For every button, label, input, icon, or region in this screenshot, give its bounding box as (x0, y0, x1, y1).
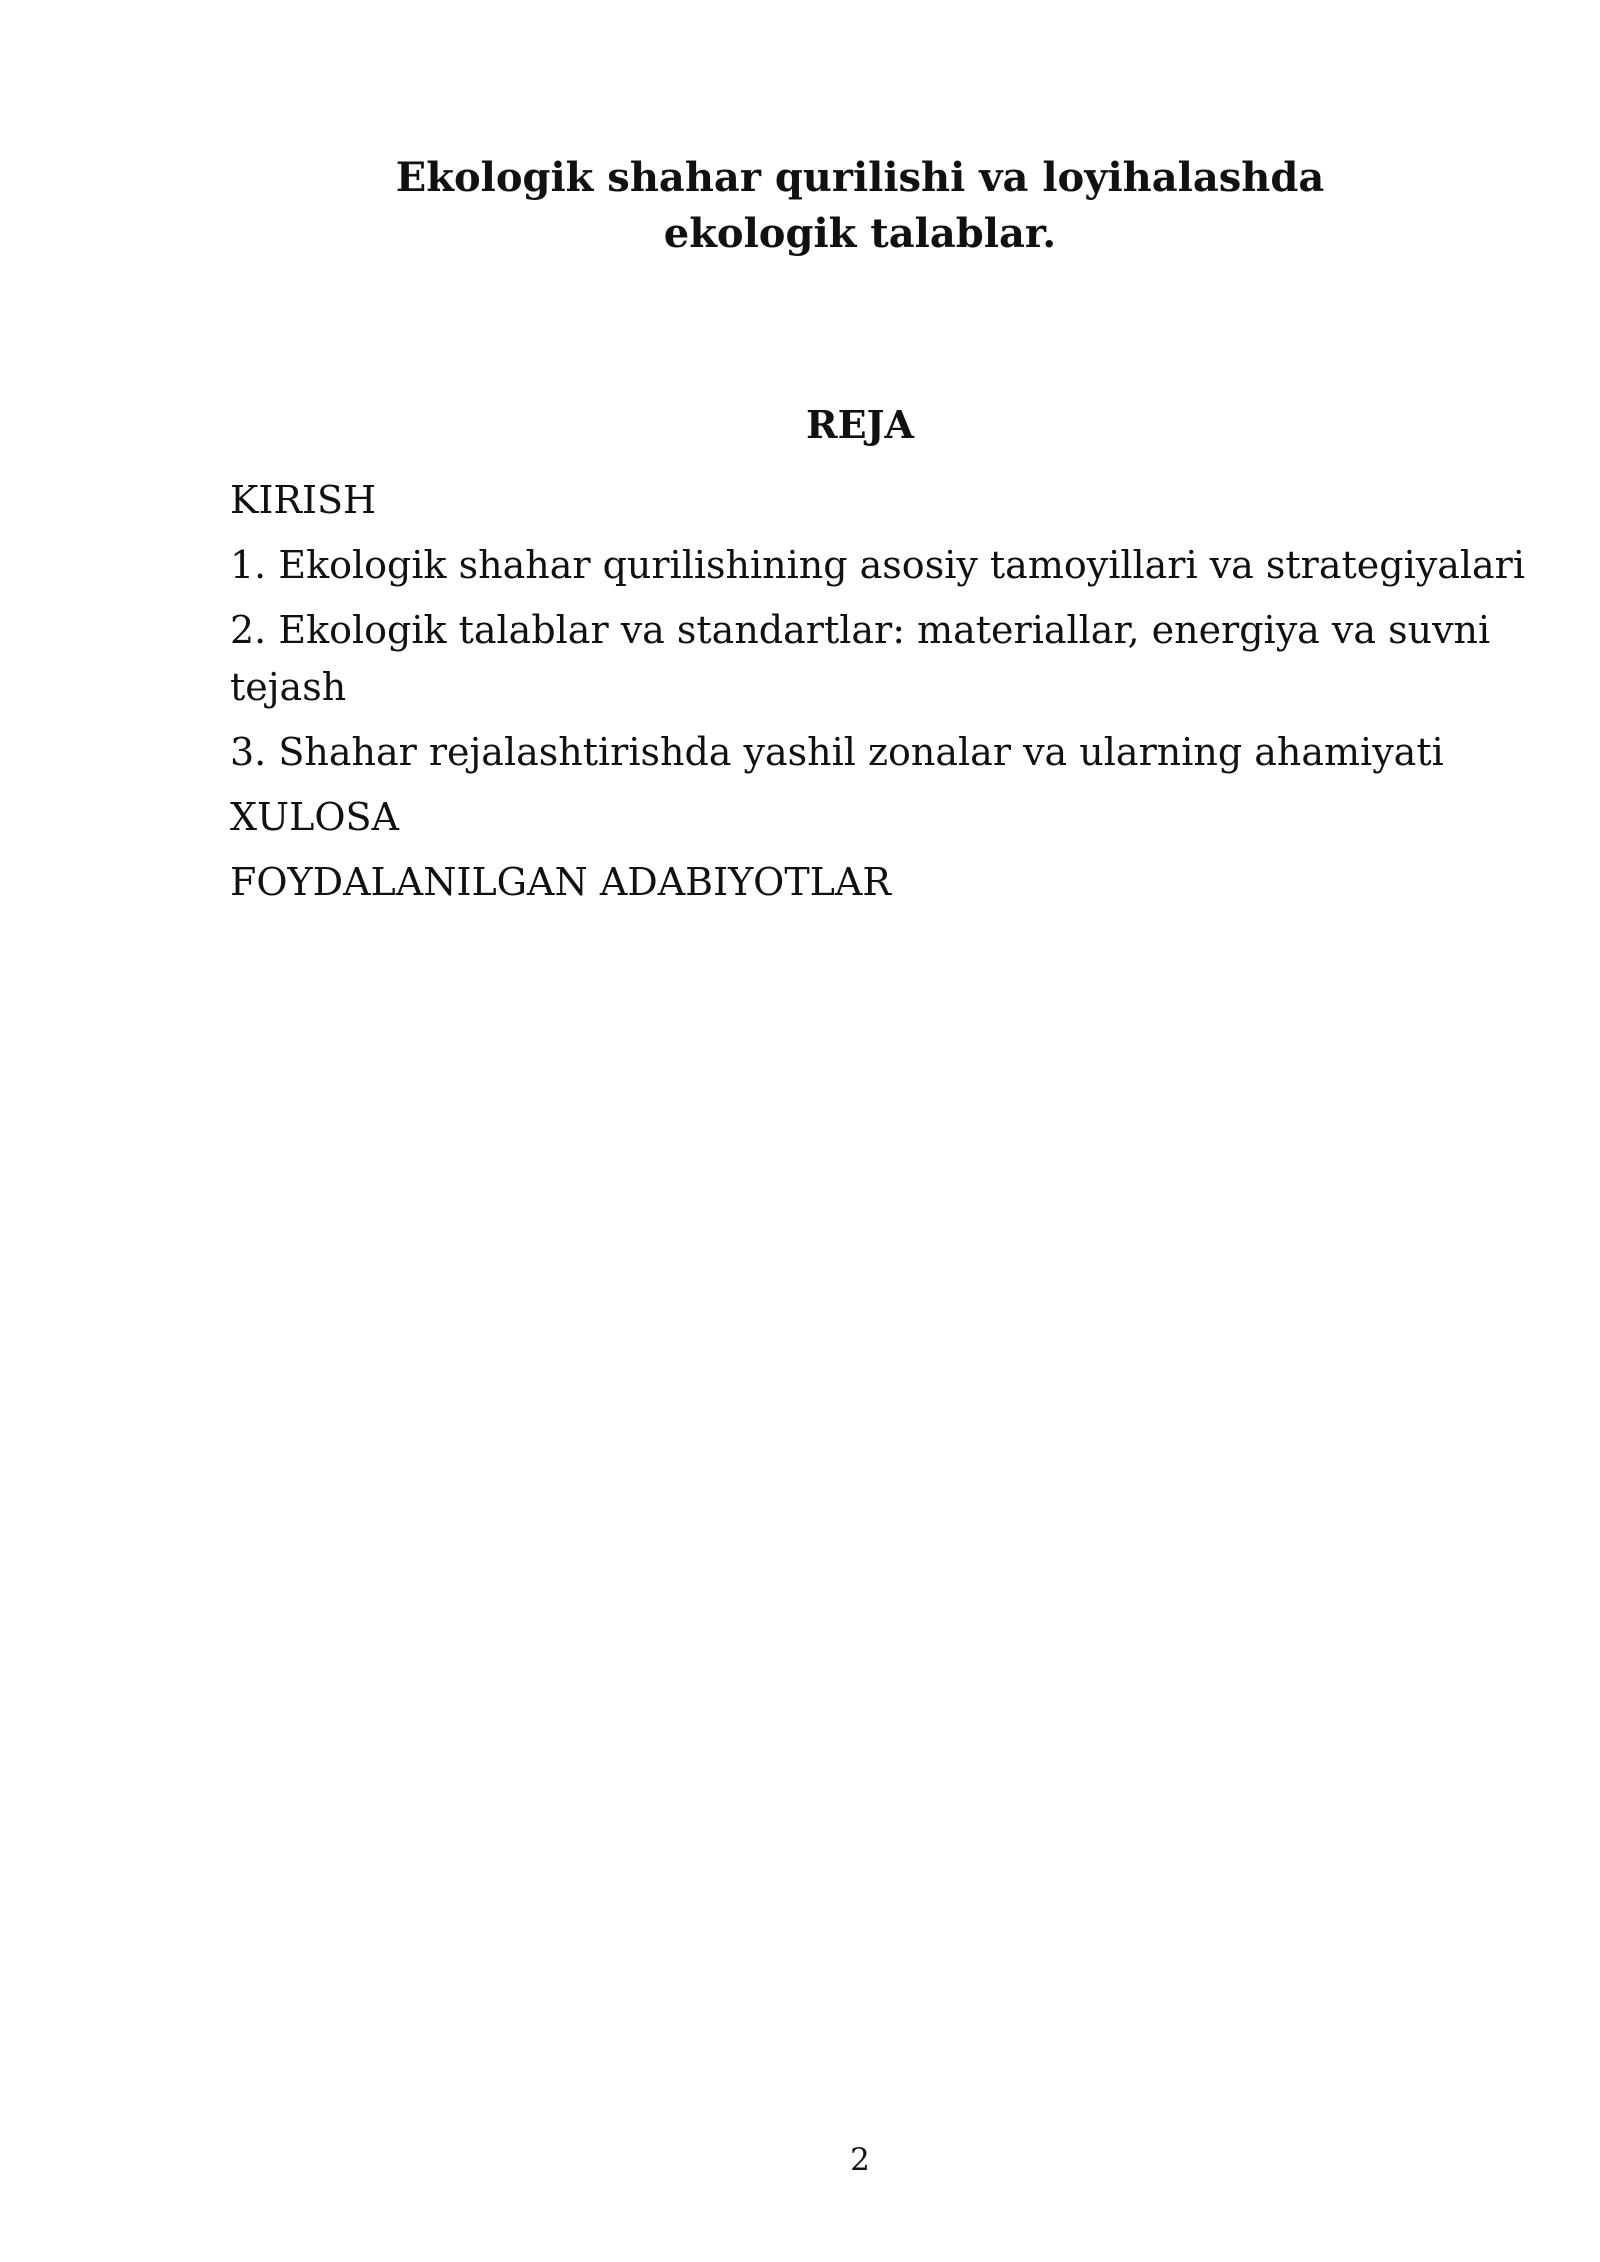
page-number: 2 (850, 2142, 870, 2178)
plan-heading: REJA (805, 402, 914, 447)
document-title: Ekologik shahar qurilishi va loyihalashda ekologik talablar. (395, 154, 1325, 257)
plan-item-conclusion: XULOSA (230, 795, 399, 839)
plan-item-1: 1. Ekologik shahar qurilishining asosiy tamoyillari va strategiyalari (230, 543, 1525, 587)
plan-item-3: 3. Shahar rejalashtirishda yashil zonalar va ularning ahamiyati (230, 730, 1444, 774)
plan-item-references: FOYDALANILGAN ADABIYOTLAR (230, 860, 891, 904)
plan-item-introduction: KIRISH (230, 478, 377, 522)
plan-list (230, 472, 1530, 919)
plan-item-2: 2. Ekologik talablar va standartlar: materiallar, energiya va suvni tejash (230, 608, 1491, 709)
